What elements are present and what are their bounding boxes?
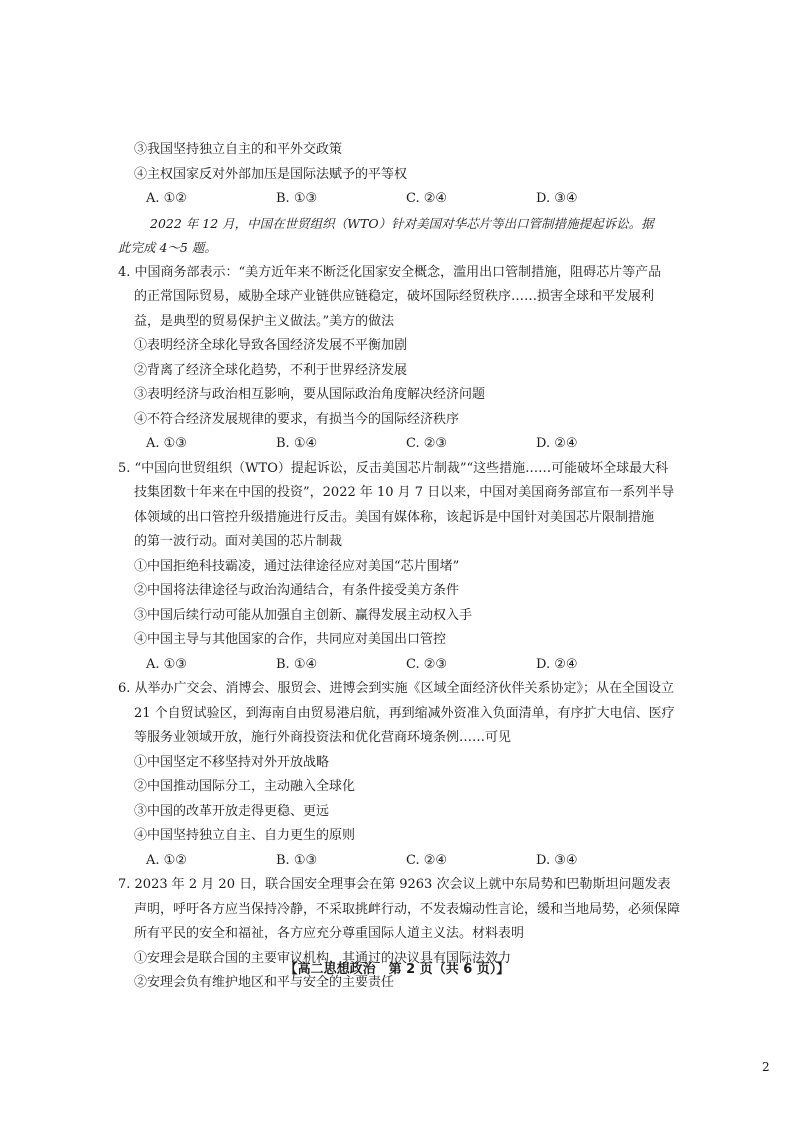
choice-b: B. ①③ [276, 191, 318, 206]
choice-d: D. ②④ [536, 436, 578, 451]
q5-stem-line-4: 的第一波行动。面对美国的芯片制裁 [134, 534, 343, 549]
q6-stem-line-2: 21 个自贸试验区，到海南自由贸易港启航，再到缩减外资准入负面清单，有序扩大电信、医疗 [134, 705, 675, 721]
q6-option-2: ②中国推动国际分工，主动融入全球化 [134, 779, 356, 794]
q7-option-2: ②安理会负有维护地区和平与安全的主要责任 [134, 975, 395, 990]
q5-stem-line-2: 技集团数十年来在中国的投资”，2022 年 10 月 7 日以来，中国对美国商务部宣布一系列半导 [134, 485, 675, 500]
choice-c: C. ②③ [406, 656, 448, 672]
q7-stem-line-3: 所有平民的安全和福祉，各方应充分尊重国际人道主义法。材料表明 [134, 926, 525, 941]
q7-stem-line-1: 7. 2023 年 2 月 20 日，联合国安全理事会在第 9263 次会议上就中东局势和巴勒斯坦问题发表 [118, 877, 671, 892]
q3-option-4: ④主权国家反对外部加压是国际法赋予的平等权 [134, 166, 408, 182]
q6-option-4: ④中国坚持独立自主、自力更生的原则 [134, 828, 356, 843]
section-intro-line-1: 2022 年 12 月，中国在世贸组织（WTO）针对美国对华芯片等出口管制措施提起诉讼。据 [150, 215, 654, 231]
choice-d: D. ③④ [536, 852, 578, 868]
q4-option-4: ④不符合经济发展规律的要求，有损当今的国际经济秩序 [134, 411, 460, 427]
choice-c: C. ②④ [406, 852, 448, 868]
choice-b: B. ①③ [276, 852, 318, 868]
q5-option-3: ③中国后续行动可能从加强自主创新、赢得发展主动权入手 [134, 607, 473, 623]
q6-option-1: ①中国坚定不移坚持对外开放战略 [134, 754, 330, 770]
q5-stem-line-1: 5. “中国向世贸组织（WTO）提起诉讼，反击美国芯片制裁”“这些措施……可能破坏全球最大科 [118, 460, 669, 476]
choice-a: A. ①③ [146, 436, 187, 451]
q5-option-1: ①中国拒绝科技霸凌，通过法律途径应对美国“芯片围堵” [134, 558, 460, 574]
q4-option-3: ③表明经济与政治相互影响，要从国际政治角度解决经济问题 [134, 387, 486, 402]
page-number: 2 [762, 1060, 770, 1074]
q7-option-1: ①安理会是联合国的主要审议机构，其通过的决议具有国际法效力 [134, 950, 512, 966]
choice-b: B. ①④ [276, 436, 318, 451]
q4-option-1: ①表明经济全球化导致各国经济发展不平衡加剧 [134, 338, 408, 353]
choice-a: A. ①② [146, 191, 187, 206]
q5-stem-line-3: 体领域的出口管控升级措施进行反击。美国有媒体称，该起诉是中国针对美国芯片限制措施 [134, 509, 655, 525]
choice-d: D. ②④ [536, 656, 578, 672]
q5-option-2: ②中国将法律途径与政治沟通结合，有条件接受美方条件 [134, 583, 460, 598]
choice-d: D. ③④ [536, 191, 578, 206]
q5-option-4: ④中国主导与其他国家的合作，共同应对美国出口管控 [134, 632, 447, 647]
exam-page-content [118, 138, 698, 996]
q7-stem-line-2: 声明，呼吁各方应当保持冷静，不采取挑衅行动，不发表煽动性言论，缓和当地局势，必须保障 [134, 901, 681, 917]
q3-option-3: ③我国坚持独立自主的和平外交政策 [134, 142, 343, 157]
q6-choices [118, 849, 698, 874]
choice-b: B. ①④ [276, 656, 318, 672]
q5-choices [118, 653, 698, 678]
page-footer: 【高二思想政治 第 2 页（共 6 页）】 [284, 962, 510, 977]
choice-c: C. ②③ [406, 436, 448, 451]
q4-stem-line-2: 的正常国际贸易，威胁全球产业链供应链稳定，破坏国际经贸秩序……损害全球和平发展利 [134, 289, 655, 304]
section-intro-line-2: 此完成 4～5 题。 [118, 240, 217, 255]
q6-stem-line-1: 6. 从举办广交会、消博会、服贸会、进博会到实施《区域全面经济伙伴关系协定》；从在全国设立 [118, 681, 675, 696]
q4-option-2: ②背离了经济全球化趋势，不利于世界经济发展 [134, 362, 408, 378]
q6-option-3: ③中国的改革开放走得更稳、更远 [134, 803, 330, 819]
q4-stem-line-3: 益，是典型的贸易保护主义做法。”美方的做法 [134, 313, 395, 329]
q3-choices [118, 187, 698, 212]
choice-a: A. ①③ [146, 656, 187, 672]
choice-c: C. ②④ [406, 191, 448, 206]
q6-stem-line-3: 等服务业领域开放，施行外商投资法和优化营商环境条例……可见 [134, 730, 512, 745]
choice-a: A. ①② [146, 852, 187, 868]
q4-stem-line-1: 4. 中国商务部表示：“美方近年来不断泛化国家安全概念，滥用出口管制措施，阻碍芯片等产品 [118, 264, 662, 280]
q4-choices [118, 432, 698, 457]
